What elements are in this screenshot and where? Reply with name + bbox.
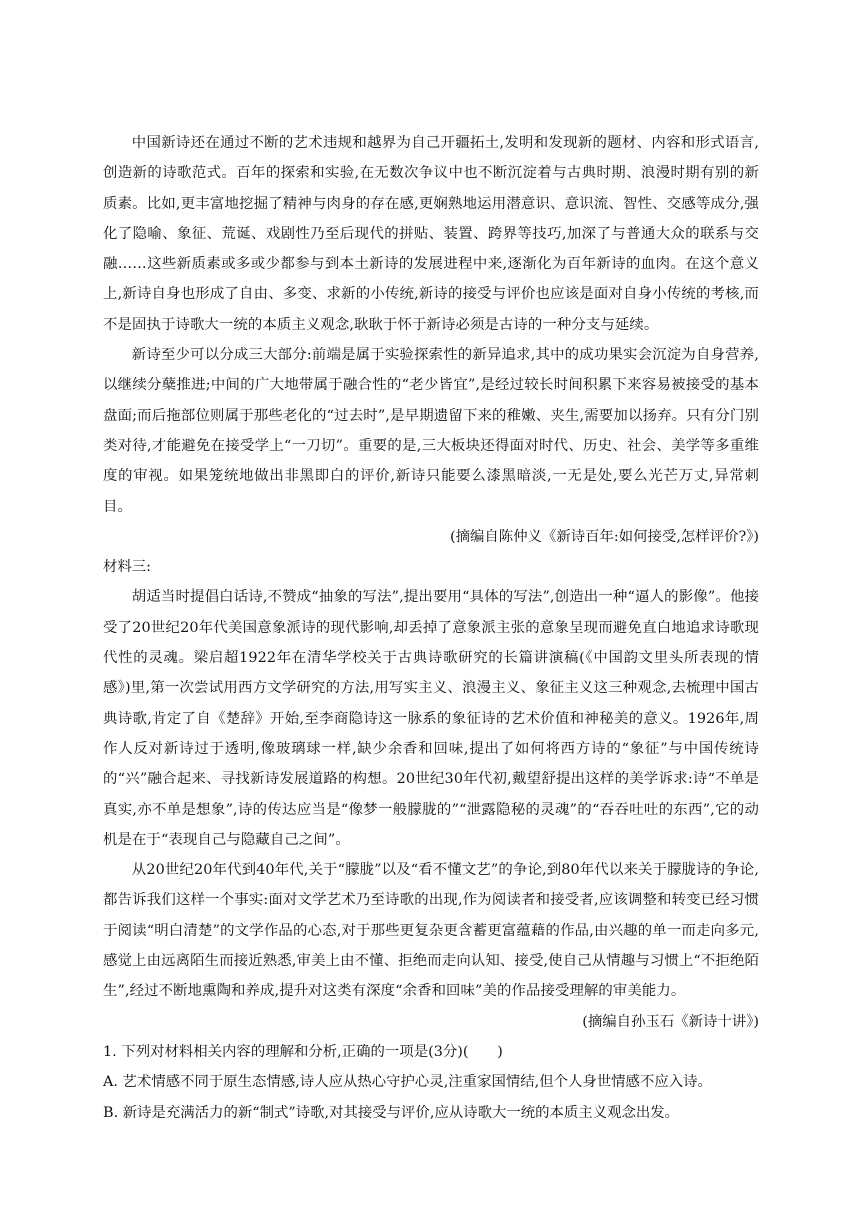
material3-source: (摘编自孙玉石《新诗十讲》) — [582, 1013, 759, 1030]
material3-paragraph-2: 从20世纪20年代到40年代,关于“朦胧”以及“看不懂文艺”的争论,到80年代以来关于朦胧诗的争论,都告诉我们这样一个事实:面对文学艺术乃至诗歌的出现,作为阅读者和接受者,应该调整和转变已经习惯于阅读“明白清楚”的文学作品的心态,对于那些更复杂更含蓄更富蕴藉的作品,由兴趣的单一而走向多元,感觉上由远离陌生而接近熟悉,审美上由不懂、拒绝而走向认知、接受,使自己从情趣与习惯上“不拒绝陌生”,经过不断地熏陶和养成,提升对这类有深度“余香和回味”美的作品接受理解的审美能力。 — [103, 862, 759, 1000]
question-1-option-a: A. 艺术情感不同于原生态情感,诗人应从热心守护心灵,注重家国情结,但个人身世情感不应入诗。 — [103, 1074, 712, 1091]
material2-source: (摘编自陈仲义《新诗百年:如何接受,怎样评价?》) — [450, 528, 759, 545]
material2-paragraph-1: 中国新诗还在通过不断的艺术违规和越界为自己开疆拓土,发明和发现新的题材、内容和形式语言,创造新的诗歌范式。百年的探索和实验,在无数次争议中也不断沉淀着与古典时期、浪漫时期有别的新质素。比如,更丰富地挖掘了精神与肉身的存在感,更娴熟地运用潜意识、意识流、智性、交感等成分,强化了隐喻、象征、荒诞、戏剧性乃至后现代的拼贴、装置、跨界等技巧,加深了与普通大众的联系与交融……这些新质素或多或少都参与到本土新诗的发展进程中来,逐渐化为百年新诗的血肉。在这个意义上,新诗自身也形成了自由、多变、求新的小传统,新诗的接受与评价也应该是面对自身小传统的考核,而不是固执于诗歌大一统的本质主义观念,耿耿于怀于新诗必须是古诗的一种分支与延续。 — [103, 135, 759, 333]
material2-paragraph-2: 新诗至少可以分成三大部分:前端是属于实验探索性的新异追求,其中的成功果实会沉淀为自身营养,以继续分蘖推进;中间的广大地带属于融合性的“老少皆宜”,是经过较长时间积累下来容易被接受的基本盘面;而后拖部位则属于那些老化的“过去时”,是早期遗留下来的稚嫩、夹生,需要加以扬弃。只有分门别类对待,才能避免在接受学上“一刀切”。重要的是,三大板块还得面对时代、历史、社会、美学等多重维度的审视。如果笼统地做出非黑即白的评价,新诗只能要么漆黑暗淡,一无是处,要么光芒万丈,异常刺目。 — [103, 347, 759, 515]
document-page — [103, 128, 759, 1128]
question-1-stem: 1. 下列对材料相关内容的理解和分析,正确的一项是(3分)( ) — [103, 1043, 503, 1060]
material3-paragraph-1: 胡适当时提倡白话诗,不赞成“抽象的写法”,提出要用“具体的写法”,创造出一种“逼人的影像”。他接受了20世纪20年代美国意象派诗的现代影响,却丢掉了意象派主张的意象呈现而避免直白地追求诗歌现代性的灵魂。梁启超1922年在清华学校关于古典诗歌研究的长篇讲演稿(《中国韵文里头所表现的情感》)里,第一次尝试用西方文学研究的方法,用写实主义、浪漫主义、象征主义这三种观念,去梳理中国古典诗歌,肯定了自《楚辞》开始,至李商隐诗这一脉系的象征诗的艺术价值和神秘美的意义。1926年,周作人反对新诗过于透明,像玻璃球一样,缺少余香和回味,提出了如何将西方诗的“象征”与中国传统诗的“兴”融合起来、寻找新诗发展道路的构想。20世纪30年代初,戴望舒提出这样的美学诉求:诗“不单是真实,亦不单是想象”,诗的传达应当是“像梦一般朦胧的”“泄露隐秘的灵魂”的“吞吞吐吐的东西”,它的动机是在于“表现自己与隐藏自己之间”。 — [103, 589, 759, 848]
question-1-option-b: B. 新诗是充满活力的新“制式”诗歌,对其接受与评价,应从诗歌大一统的本质主义观念出发。 — [103, 1104, 680, 1121]
material3-label: 材料三: — [103, 559, 152, 576]
